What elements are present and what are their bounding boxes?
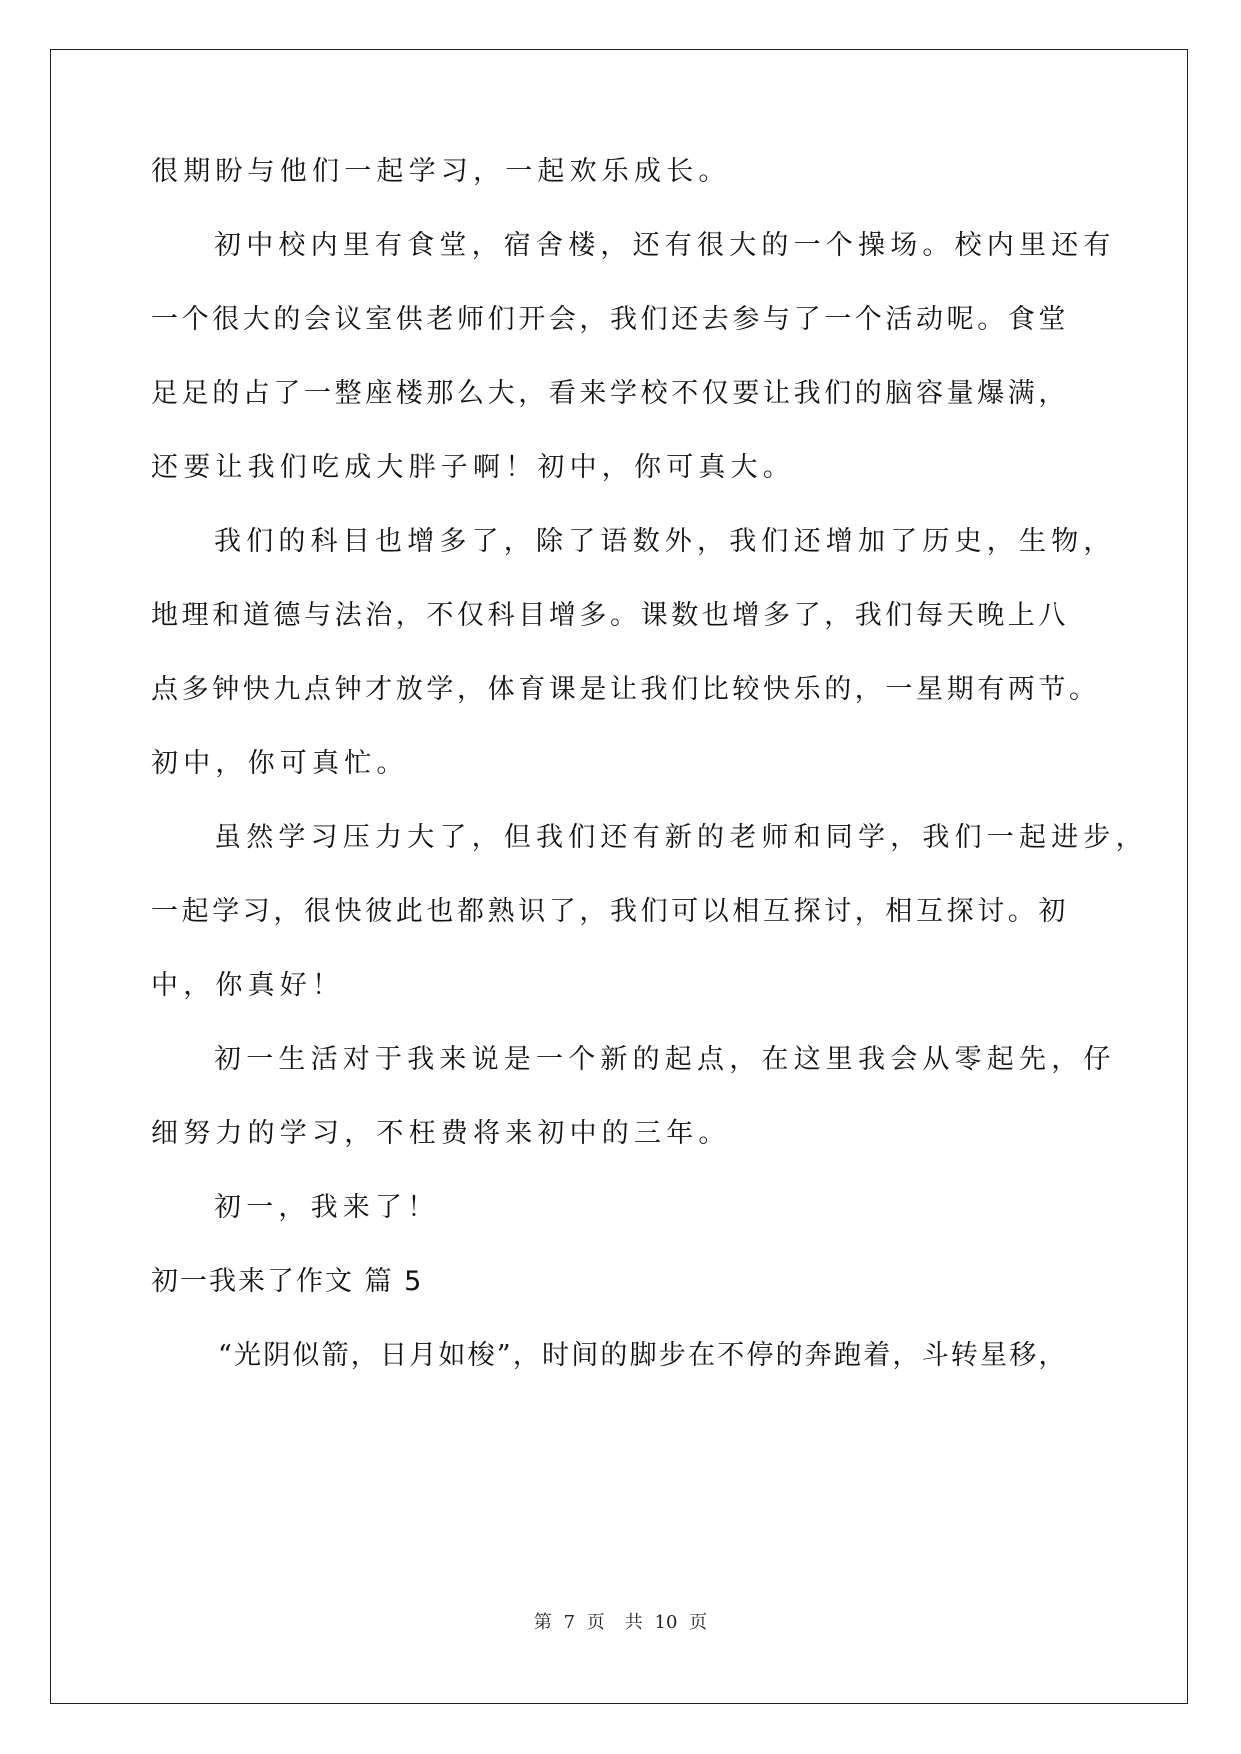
text-line: 还要让我们吃成大胖子啊！初中，你可真大。 xyxy=(151,452,795,483)
text-line: 中，你真好！ xyxy=(151,970,345,1001)
paragraph-start-line: 初一，我来了！ xyxy=(214,1192,440,1223)
text-line: 地理和道德与法治，不仅科目增多。课数也增多了，我们每天晚上八 xyxy=(151,600,1069,631)
text-line: 点多钟快九点钟才放学，体育课是让我们比较快乐的，一星期有两节。 xyxy=(151,674,1100,705)
page-border xyxy=(50,49,1188,1704)
text-line: 足足的占了一整座楼那么大，看来学校不仅要让我们的脑容量爆满， xyxy=(151,378,1069,409)
paragraph-start-line: 虽然学习压力大了，但我们还有新的老师和同学，我们一起进步， xyxy=(214,822,1148,853)
text-line: 一个很大的会议室供老师们开会，我们还去参与了一个活动呢。食堂 xyxy=(151,304,1069,335)
page-total: 共 10 页 xyxy=(624,1612,708,1633)
paragraph-start-line: “光阴似箭，日月如梭”，时间的脚步在不停的奔跑着，斗转星移， xyxy=(218,1340,1068,1371)
text-line: 细努力的学习，不枉费将来初中的三年。 xyxy=(151,1118,731,1149)
text-line: 一起学习，很快彼此也都熟识了，我们可以相互探讨，相互探讨。初 xyxy=(151,896,1069,927)
page-footer xyxy=(0,1608,1241,1634)
section-heading: 初一我来了作文 篇 5 xyxy=(151,1266,424,1297)
paragraph-start-line: 初中校内里有食堂，宿舍楼，还有很大的一个操场。校内里还有 xyxy=(214,230,1116,261)
text-line: 很期盼与他们一起学习，一起欢乐成长。 xyxy=(151,156,731,187)
page-number: 第 7 页 xyxy=(533,1612,605,1633)
paragraph-start-line: 初一生活对于我来说是一个新的起点，在这里我会从零起先，仔 xyxy=(214,1044,1116,1075)
paragraph-start-line: 我们的科目也增多了，除了语数外，我们还增加了历史，生物， xyxy=(214,526,1116,557)
text-line: 初中，你可真忙。 xyxy=(151,748,409,779)
